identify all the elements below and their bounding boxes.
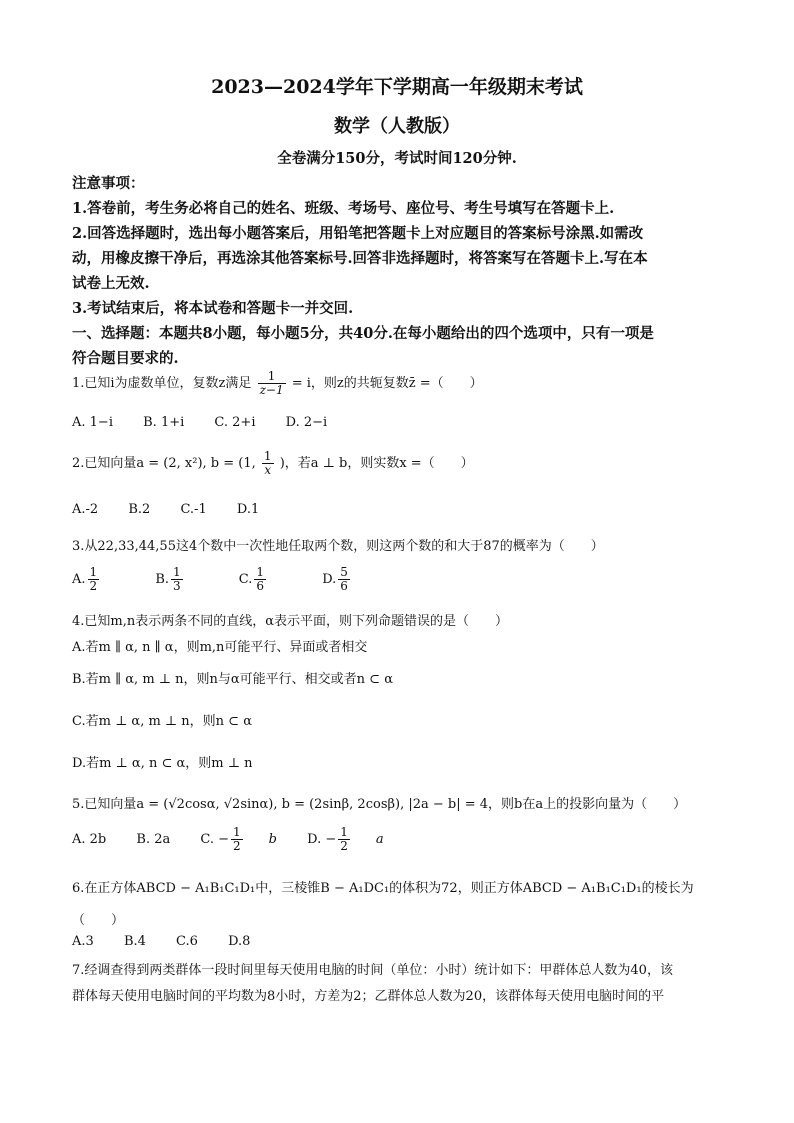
q3-option-a[interactable]: A. $\frac{1}{2}$ — [72, 565, 98, 593]
q5-option-c[interactable]: C. − $\frac{1}{2}$ b — [200, 825, 277, 853]
q5-option-d[interactable]: D. − $\frac{1}{2}$ a — [307, 825, 384, 853]
question-4: 4.已知m,n表示两条不同的直线，α表示平面，则下列命题错误的是（ ） — [72, 614, 509, 629]
q1-fraction: $\frac{1}{z-1}$ — [259, 369, 284, 397]
q5-option-b[interactable]: B. 2a — [136, 832, 171, 847]
section-heading-a: 一、选择题：本题共8小题，每小题5分，共40分.在每小题给出的四个选项中，只有一项是 — [72, 325, 654, 342]
q4-option-b[interactable]: B.若m ∥ α, m ⊥ n，则n与α可能平行、相交或者n ⊂ α — [72, 672, 393, 687]
q1-stem: 1.已知i为虚数单位，复数z满足 — [72, 376, 252, 391]
q2-option-a[interactable]: A.-2 — [72, 502, 99, 517]
exam-subtitle: 数学（人教版） — [334, 116, 460, 137]
exam-title: 2023—2024学年下学期高一年级期末考试 — [211, 76, 583, 98]
q1-option-c[interactable]: C. 2+i — [214, 415, 256, 430]
q3-option-c[interactable]: C. $\frac{1}{6}$ — [238, 565, 265, 593]
notice-item-2a: 2.回答选择题时，选出每小题答案后，用铅笔把答题卡上对应题目的答案标号涂黑.如需改 — [72, 225, 644, 242]
notice-item-1: 1.答卷前，考生务必将自己的姓名、班级、考场号、座位号、考生号填写在答题卡上. — [72, 200, 615, 217]
question-7-line-1: 7.经调查得到两类群体一段时间里每天使用电脑的时间（单位：小时）统计如下：甲群体总人数为40，该 — [72, 963, 673, 978]
q1-options — [72, 415, 353, 430]
q2-stem-end: )，若a ⊥ b，则实数x =（ ） — [279, 456, 474, 471]
notice-item-2b: 动，用橡皮擦干净后，再选涂其他答案标号.回答非选择题时，将答案写在答题卡上.写在本 — [72, 250, 648, 267]
notice-item-3: 3.考试结束后，将本试卷和答题卡一并交回. — [72, 300, 354, 317]
q4-option-d[interactable]: D.若m ⊥ α, n ⊂ α，则m ⊥ n — [72, 756, 253, 771]
q5-options — [72, 826, 410, 853]
exam-info: 全卷满分150分，考试时间120分钟. — [277, 150, 517, 167]
q6-paren: （ ） — [72, 913, 125, 928]
q3-option-d[interactable]: D. $\frac{5}{6}$ — [322, 565, 348, 593]
q2-fraction: $\frac{1}{x}$ — [263, 449, 272, 477]
q6-option-c[interactable]: C.6 — [176, 934, 198, 949]
question-1 — [72, 370, 483, 397]
q2-option-d[interactable]: D.1 — [236, 502, 260, 517]
notice-heading: 注意事项： — [72, 175, 145, 192]
q6-options — [72, 934, 276, 949]
section-heading-b: 符合题目要求的. — [72, 350, 179, 367]
question-6: 6.在正方体ABCD − A₁B₁C₁D₁中，三棱锥B − A₁DC₁的体积为72，则正方体ABCD − A₁B₁C₁D₁的棱长为 — [72, 881, 694, 896]
question-3: 3.从22,33,44,55这4个数中一次性地任取两个数，则这两个数的和大于87的概率为（ ） — [72, 539, 604, 554]
question-7-line-2: 群体每天使用电脑时间的平均数为8小时，方差为2；乙群体总人数为20，该群体每天使用电脑时间的平 — [72, 989, 665, 1004]
q2-option-b[interactable]: B.2 — [128, 502, 151, 517]
q4-option-c[interactable]: C.若m ⊥ α, m ⊥ n，则n ⊂ α — [72, 714, 252, 729]
question-2 — [72, 450, 474, 477]
q2-option-c[interactable]: C.-1 — [180, 502, 207, 517]
q3-option-b[interactable]: B. $\frac{1}{3}$ — [155, 565, 181, 593]
q6-option-a[interactable]: A.3 — [72, 934, 94, 949]
q4-option-a[interactable]: A.若m ∥ α, n ∥ α，则m,n可能平行、异面或者相交 — [72, 640, 368, 655]
q2-stem: 2.已知向量a = (2, x²), b = (1, — [72, 456, 256, 471]
q1-option-b[interactable]: B. 1+i — [143, 415, 185, 430]
q1-stem-end: = i，则z的共轭复数z̄ =（ ） — [291, 376, 483, 391]
q1-option-d[interactable]: D. 2−i — [285, 415, 328, 430]
q1-option-a[interactable]: A. 1−i — [72, 415, 113, 430]
q5-option-a[interactable]: A. 2b — [72, 832, 107, 847]
q6-option-d[interactable]: D.8 — [228, 934, 251, 949]
q3-options — [72, 566, 402, 593]
notice-item-2c: 试卷上无效. — [72, 275, 150, 292]
q6-option-b[interactable]: B.4 — [123, 934, 146, 949]
question-5: 5.已知向量a = (√2cosα, √2sinα), b = (2sinβ, 2cosβ), |2a − b| = 4，则b在a上的投影向量为（ ） — [72, 797, 687, 812]
q2-options — [72, 502, 285, 517]
